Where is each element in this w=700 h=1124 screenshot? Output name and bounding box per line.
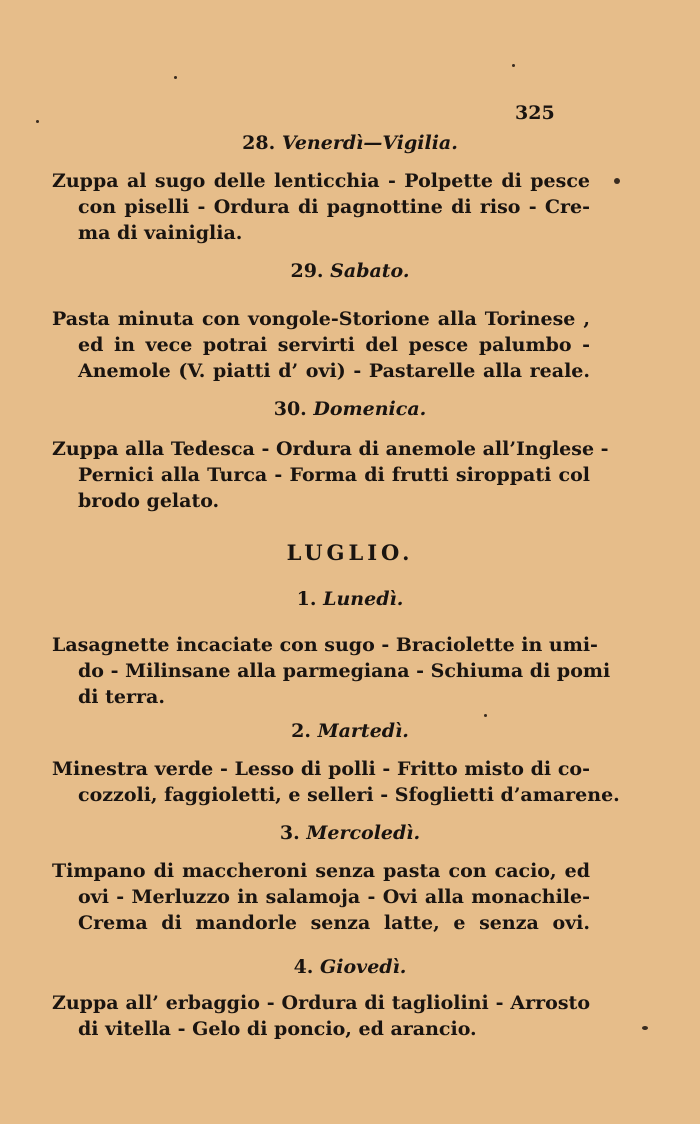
menu-line: Anemole (V. piatti d’ ovi) - Pastarelle alla reale.	[78, 360, 590, 382]
menu-line: brodo gelato.	[78, 490, 220, 512]
menu-line: Zuppa alla Tedesca - Ordura di anemole all’Inglese -	[52, 438, 609, 460]
month-heading: LUGLIO.	[286, 540, 414, 565]
menu-line: do - Milinsane alla parmegiana - Schiuma di pomi	[78, 660, 611, 682]
paper-speck	[484, 714, 487, 717]
day-name: Giovedì.	[320, 956, 407, 978]
day-name: Martedì.	[317, 720, 409, 742]
paper-speck	[36, 120, 39, 123]
day-heading	[0, 822, 700, 844]
menu-line: ovi - Merluzzo in salamoja - Ovi alla monachile-	[78, 886, 590, 908]
day-name: Lunedì.	[323, 588, 404, 610]
day-number: 29.	[290, 260, 324, 282]
day-name: Sabato.	[330, 260, 410, 282]
menu-line: ma di vainiglia.	[78, 222, 243, 244]
day-heading	[0, 588, 700, 610]
day-number: 2.	[291, 720, 311, 742]
day-heading	[0, 132, 700, 154]
paper-speck	[642, 1026, 648, 1030]
menu-entry	[52, 306, 590, 384]
menu-line: Pernici alla Turca - Forma di frutti siroppati col	[78, 464, 590, 486]
day-number: 3.	[279, 822, 300, 844]
day-heading	[0, 720, 700, 742]
day-number: 1.	[296, 588, 317, 610]
menu-line: ed in vece potrai servirti del pesce palumbo -	[78, 334, 590, 356]
menu-line: Crema di mandorle senza latte, e senza ovi.	[78, 912, 590, 934]
menu-line: di vitella - Gelo di poncio, ed arancio.	[78, 1018, 477, 1040]
day-number: 30.	[273, 398, 307, 420]
day-name: Domenica.	[313, 398, 427, 420]
menu-line: Pasta minuta con vongole-Storione alla Torinese ,	[52, 308, 590, 330]
menu-line: Timpano di maccheroni senza pasta con cacio, ed	[52, 860, 590, 882]
paper-speck	[614, 178, 620, 184]
menu-entry	[52, 436, 609, 514]
menu-line: Zuppa al sugo delle lenticchia - Polpette di pesce	[52, 170, 590, 192]
day-name: Venerdì—Vigilia.	[281, 132, 458, 154]
menu-entry	[52, 858, 590, 936]
day-number: 28.	[242, 132, 276, 154]
page-number: 325	[515, 102, 555, 124]
day-heading	[0, 956, 700, 978]
menu-line: Minestra verde - Lesso di polli - Fritto misto di co-	[52, 758, 590, 780]
menu-line: Zuppa all’ erbaggio - Ordura di tagliolini - Arrosto	[52, 992, 590, 1014]
paper-speck	[174, 76, 177, 79]
menu-line: cozzoli, faggioletti, e selleri - Sfoglietti d’amarene.	[78, 784, 620, 806]
menu-line: di terra.	[78, 686, 165, 708]
menu-entry	[52, 168, 590, 246]
day-heading	[0, 260, 700, 282]
day-heading	[0, 398, 700, 420]
menu-line: Lasagnette incaciate con sugo - Braciolette in umi-	[52, 634, 598, 656]
paper-speck	[512, 64, 515, 67]
menu-entry	[52, 632, 611, 710]
day-name: Mercoledì.	[306, 822, 421, 844]
day-number: 4.	[293, 956, 314, 978]
menu-line: con piselli - Ordura di pagnottine di riso - Cre-	[78, 196, 590, 218]
menu-entry	[52, 756, 620, 808]
menu-entry	[52, 990, 590, 1042]
